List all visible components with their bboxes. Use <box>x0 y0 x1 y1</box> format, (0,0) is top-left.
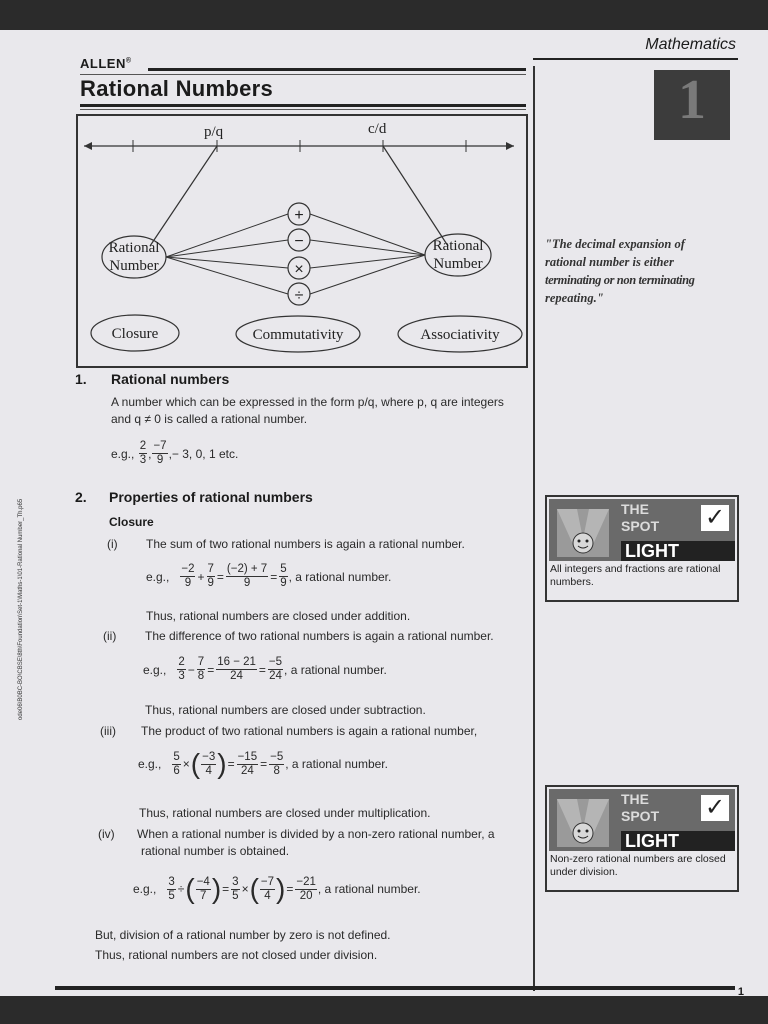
item-conclusion: Thus, rational numbers are closed under addition. <box>146 609 411 623</box>
operator: × <box>182 757 190 771</box>
fraction: $\frac{2}{3}$ <box>178 656 185 682</box>
fraction: $\frac{2}{3}$ <box>139 440 147 466</box>
item-4-example <box>133 875 421 903</box>
section-1-number: 1. <box>75 371 87 387</box>
item-conclusion: Thus, rational numbers are closed under subtraction. <box>145 703 426 717</box>
operator: = <box>216 569 224 584</box>
fraction: $\frac{5}{9}$ <box>280 563 287 589</box>
left-rational-line1: Rational <box>108 240 160 256</box>
item-conclusion: Thus, rational numbers are closed under multiplication. <box>139 806 431 820</box>
quote-line: repeating." <box>545 291 604 305</box>
spotlight-text: Non-zero rational numbers are closed under division. <box>550 853 726 878</box>
spotlight-light-label: LIGHT <box>621 831 735 851</box>
section-1-heading: Rational numbers <box>111 371 230 387</box>
connector-left <box>150 146 217 246</box>
spotlight-mascot-icon <box>557 799 609 847</box>
label-c-over-d: c/d <box>368 121 387 137</box>
associativity-label: Associativity <box>420 327 500 343</box>
section-2-heading: Properties of rational numbers <box>109 489 313 505</box>
page-number: 1 <box>737 986 744 996</box>
operation-connectors <box>166 214 425 294</box>
footer-rule <box>55 986 735 990</box>
fraction: $\frac{-21}{20}$ <box>296 875 316 902</box>
chapter-title: Rational Numbers <box>80 76 274 101</box>
item-roman: (iv) <box>98 827 115 841</box>
spotlight-title: THE SPOT <box>621 791 660 824</box>
label-p-over-q: p/q <box>204 124 224 140</box>
parenthesis: ( <box>185 873 195 904</box>
eg-tail: , a rational number. <box>317 882 421 896</box>
parenthesis: ) <box>217 748 227 779</box>
eg-label: e.g., <box>111 446 135 461</box>
number-line-left-arrow <box>84 142 92 150</box>
diagram-svg <box>78 116 526 366</box>
spotlight-light-label: LIGHT <box>621 541 735 561</box>
eg-label: e.g., <box>133 882 157 896</box>
fraction: $\frac{-3}{4}$ <box>202 750 216 777</box>
connector-right <box>383 146 448 246</box>
plus-icon: + <box>294 207 304 224</box>
parenthesis: ) <box>276 873 286 904</box>
quote-line: "The decimal expansion of <box>545 237 685 251</box>
quote-line: terminating or non terminating <box>545 273 695 287</box>
quote-line: rational number is either <box>545 255 674 269</box>
side-print-path: ode06\B0BC-BO\CBSE\8th\Foundation\Set-1\Maths-1\01-Rational Number_Th.p65 <box>18 498 24 720</box>
header-rule <box>148 68 526 71</box>
section-1-example: e.g., $\frac{2}{3}$ , $\frac{-7}{9}$ ,− 3, 0, 1 etc. <box>111 440 239 466</box>
eg-label: e.g., <box>146 569 170 584</box>
fraction: $\frac{-5}{8}$ <box>270 750 284 777</box>
header-rule-thin <box>80 74 526 75</box>
operator: = <box>260 757 268 771</box>
divide-icon: ÷ <box>294 287 304 304</box>
item-text: The sum of two rational numbers is again a rational number. <box>146 537 465 551</box>
textbook-page <box>0 30 768 996</box>
right-rational-line2: Number <box>433 256 483 272</box>
parenthesis: ( <box>249 873 259 904</box>
item-text-line: rational number is obtained. <box>141 844 290 858</box>
spotlight-mascot-icon <box>557 509 609 557</box>
checkmark-icon: ✓ <box>701 505 729 531</box>
closure-subheading: Closure <box>109 515 154 529</box>
item-text: The product of two rational numbers is again a rational number, <box>141 724 478 738</box>
body-line: and q ≠ 0 is called a rational number. <box>111 412 308 426</box>
fraction: $\frac{-7}{4}$ <box>260 875 275 902</box>
operator: = <box>222 882 230 896</box>
eg-label: e.g., <box>138 757 162 771</box>
commutativity-label: Commutativity <box>252 327 344 343</box>
fraction: $\frac{-4}{7}$ <box>196 875 210 902</box>
fraction: $\frac{5}{6}$ <box>173 750 180 777</box>
eg-label: e.g., <box>143 662 167 677</box>
chapter-number: 1 <box>678 69 706 131</box>
operator: ÷ <box>177 882 185 896</box>
operator: × <box>241 882 249 896</box>
eg-tail: , a rational number. <box>285 757 388 771</box>
item-roman: (ii) <box>103 629 117 643</box>
item-1-example <box>146 563 391 590</box>
brand-logo: ALLEN® <box>80 56 132 71</box>
fraction: $\frac{7}{8}$ <box>197 656 205 682</box>
fraction: $\frac{-5}{24}$ <box>268 656 283 682</box>
checkmark-icon: ✓ <box>701 795 729 821</box>
closure-label: Closure <box>111 326 159 342</box>
parenthesis: ( <box>190 748 201 779</box>
eg-tail: ,− 3, 0, 1 etc. <box>168 446 239 461</box>
fraction: $\frac{16 - 21}{24}$ <box>217 656 256 682</box>
eg-tail: , a rational number. <box>288 569 392 584</box>
number-line-right-arrow <box>506 142 514 150</box>
body-line: A number which can be expressed in the form p/q, where p, q are integers <box>111 395 504 409</box>
title-rule-thin <box>80 109 526 110</box>
fraction: $\frac{3}{5}$ <box>168 875 175 902</box>
spotlight-box-1 <box>545 495 739 602</box>
item-text-line: When a rational number is divided by a non-zero rational number, a <box>137 827 495 841</box>
final-note <box>95 927 391 964</box>
spotlight-text: All integers and fractions are rational numbers. <box>550 563 721 588</box>
fraction: $\frac{-2}{9}$ <box>181 563 195 589</box>
item-text: The difference of two rational numbers is again a rational number. <box>145 629 494 643</box>
operator: = <box>286 882 294 896</box>
subject-label: Mathematics <box>645 36 736 53</box>
spotlight-banner <box>549 789 735 851</box>
fraction: $\frac{3}{5}$ <box>232 875 239 902</box>
spotlight-box-2 <box>545 785 739 892</box>
spotlight-title: THE SPOT <box>621 501 660 534</box>
spotlight-banner <box>549 499 735 561</box>
fraction: $\frac{(-2) + 7}{9}$ <box>226 563 268 589</box>
fraction: $\frac{-15}{24}$ <box>237 750 258 777</box>
final-line: Thus, rational numbers are not closed under division. <box>95 948 378 962</box>
item-roman: (i) <box>107 537 118 551</box>
operator: + <box>197 569 205 584</box>
fraction: $\frac{-7}{9}$ <box>153 440 167 466</box>
item-2-example <box>143 656 387 683</box>
final-line: But, division of a rational number by zero is not defined. <box>95 928 391 942</box>
fraction: $\frac{7}{9}$ <box>207 563 214 589</box>
title-rule <box>80 104 526 107</box>
operator: − <box>187 662 195 677</box>
section-1-body <box>111 394 531 428</box>
operator: = <box>207 662 215 677</box>
left-rational-line2: Number <box>109 258 159 274</box>
item-text <box>137 826 537 860</box>
right-rational-line1: Rational <box>432 238 484 254</box>
times-icon: × <box>294 261 304 278</box>
item-roman: (iii) <box>100 724 116 738</box>
subject-rule <box>533 58 738 60</box>
operator: = <box>227 757 235 771</box>
operator: = <box>270 569 278 584</box>
eg-tail: , a rational number. <box>284 662 387 677</box>
operator: = <box>258 662 266 677</box>
sidebar-quote <box>545 235 737 307</box>
item-3-example <box>138 750 388 778</box>
concept-diagram <box>76 114 528 368</box>
parenthesis: ) <box>211 873 222 904</box>
minus-icon: − <box>294 233 304 250</box>
section-2-number: 2. <box>75 489 87 505</box>
